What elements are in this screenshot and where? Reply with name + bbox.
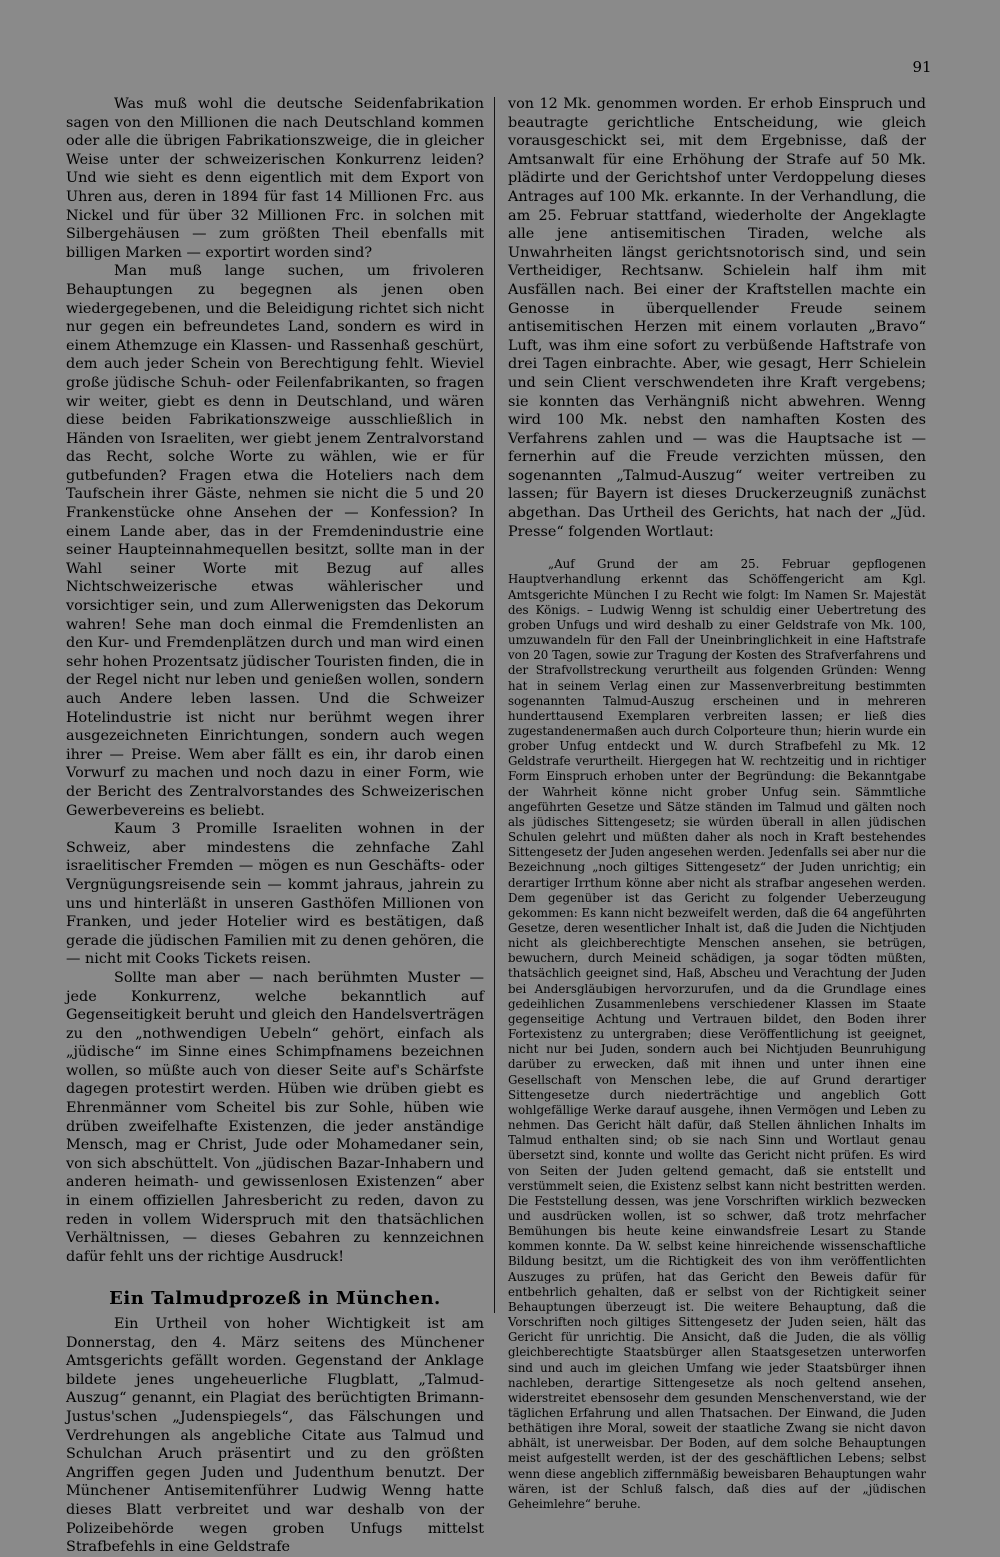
- right-column: [508, 95, 926, 1511]
- paragraph: Sollte man aber — nach berühmten Muster — jede Konkurrenz, welche bekanntlich auf Gegenseitigkeit beruht und gleich den Handelsverträgen zu den „nothwendigen Uebeln“ gehört, einfach als „jüdische“ im Sinne eines Schimpfnamens bezeichnen wollen, so müßte auch von dieser Seite auf's Schärfste dagegen protestirt werden. Hüben wie drüben giebt es Ehrenmänner vom Scheitel bis zur Sohle, hüben wie drüben zweifelhafte Existenzen, die jeder anständige Mensch, mag er Christ, Jude oder Mohamedaner sein, von sich abschüttelt. Von „jüdischen Bazar-Inhabern und anderen heimath- und gewissenlosen Existenzen“ aber in einem offiziellen Jahresbericht zu reden, davon zu reden in vollem Widerspruch mit den thatsächlichen Verhältnissen, — dieses Gebahren zu kennzeichnen dafür fehlt uns der richtige Ausdruck!: [66, 969, 484, 1265]
- article-heading: Ein Talmudprozeß in München.: [109, 1288, 441, 1310]
- left-column: [66, 95, 484, 1556]
- page-number: 91: [912, 58, 932, 76]
- column-divider: [494, 97, 495, 1313]
- paragraph: Kaum 3 Promille Israeliten wohnen in der Schweiz, aber mindestens die zehnfache Zahl israelitischer Fremden — mögen es nun Geschäfts- oder Vergnügungsreisende sein — kommt jahraus, jahrein zu uns und hinterläßt in unseren Gasthöfen Millionen von Franken, und jeder Hotelier wird es bestätigen, daß gerade die jüdischen Familien mit zu denen gehören, die — nicht mit Cooks Tickets reisen.: [66, 821, 484, 968]
- paragraph: Was muß wohl die deutsche Seidenfabrikation sagen von den Millionen die nach Deutschland kommen oder alle die übrigen Fabrikationszweige, die in gleicher Weise unter der schweizerischen Konkurrenz leiden? Und wie sieht es denn eigentlich mit dem Export von Uhren aus, deren in 1894 für fast 14 Millionen Frc. aus Nickel und für über 32 Millionen Frc. in solchen mit Silbergehäusen — zum größten Theil ebenfalls mit billigen Marken — exportirt worden sind?: [66, 96, 484, 261]
- paragraph: Ein Urtheil von hoher Wichtigkeit ist am Donnerstag, den 4. März seitens des Münchener Amtsgerichts gefällt worden. Gegenstand der Anklage bildete jenes ungeheuerliche Flugblatt, „Talmud-Auszug“ genannt, ein Plagiat des berüchtigten Brimann-Justus'schen „Judenspiegels“, das Fälschungen und Verdrehungen als angebliche Citate aus Talmud und Schulchan Aruch präsentirt und zu den größten Angriffen gegen Juden und Judenthum benutzt. Der Münchener Antisemitenführer Ludwig Wenng hatte dieses Blatt verbreitet und war deshalb von der Polizeibehörde wegen groben Unfugs mittelst Strafbefehls in eine Geldstrafe: [66, 1316, 484, 1556]
- court-verdict-quote: [508, 557, 926, 1512]
- paragraph: Man muß lange suchen, um frivoleren Behauptungen zu begegnen als jenen oben wiedergegebenen, und die Beleidigung richtet sich nicht nur gegen ein befreundetes Land, sondern es wird in einem Athemzuge ein Klassen- und Rassenhaß geschürt, dem auch jeder Schein von Berechtigung fehlt. Wieviel große jüdische Schuh- oder Feilenfabrikanten, so fragen wir weiter, giebt es denn in Deutschland, und wären diese beiden Fabrikationszweige ausschließlich in Händen von Israeliten, wer giebt jenem Zentralvorstand das Recht, solche Worte zu wählen, wie er für gutbefunden? Fragen etwa die Hoteliers nach dem Taufschein ihrer Gäste, nehmen sie nicht die 5 und 20 Frankenstücke ohne Ansehen der — Konfession? In einem Lande aber, das in der Fremdenindustrie eine seiner Haupteinnahmequellen besitzt, sollte man in der Wahl seiner Worte mit Bezug auf alles Nichtschweizerische etwas wählerischer und vorsichtiger sein, und zum Allerwenigsten das Dekorum wahren! Sehe man doch einmal die Fremdenlisten an den Kur- und Fremdenplätzen durch und man wird einen sehr hohen Prozentsatz jüdischer Touristen finden, die in der Regel nicht nur leben und genießen wollen, sondern auch Andere leben lassen. Und die Schweizer Hotelindustrie ist nicht nur berühmt wegen ihrer ausgezeichneten Einrichtungen, sondern auch wegen ihrer — Preise. Wem aber fällt es ein, ihr darob einen Vorwurf zu machen und noch dazu in einer Form, wie der Bericht des Zentralvorstandes des Schweizerischen Gewerbevereins es beliebt.: [66, 263, 484, 819]
- quote-text: „Auf Grund der am 25. Februar gepflogenen Hauptverhandlung erkennt das Schöffengericht am Kgl. Amtsgerichte München I zu Recht wie folgt: Im Namen Sr. Majestät des Königs. – Ludwig Wenng ist schuldig einer Uebertretung des groben Unfugs und wird deshalb zu einer Geldstrafe von Mk. 100, umzuwandeln für den Fall der Uneinbringlichkeit in eine Haftstrafe von 20 Tagen, sowie zur Tragung der Kosten des Strafverfahrens und der Strafvollstreckung verurtheilt aus folgenden Gründen: Wenng hat in seinem Verlag einen zur Massenverbreitung bestimmten sogenannten Talmud-Auszug erscheinen und in mehreren hunderttausend Exemplaren verbreiten lassen; er ließ dies zugestandenermaßen auch durch Colporteure thun; hierin wurde ein grober Unfug entdeckt und W. durch Strafbefehl zu Mk. 12 Geldstrafe verurtheilt. Hiergegen hat W. rechtzeitig und in richtiger Form Einspruch erhoben unter der Begründung: die Bekanntgabe der Wahrheit könne nicht grober Unfug sein. Sämmtliche angeführten Gesetze und Sätze ständen im Talmud und gälten noch als jüdisches Sittengesetz; sie würden überall in allen jüdischen Schulen gelehrt und müßten daher als noch in Kraft bestehendes Sittengesetz der Juden angesehen werden. Jedenfalls sei aber nur die Bezeichnung „noch giltiges Sittengesetz“ der Juden unrichtig; ein derartiger Irrthum könne aber nicht als strafbar angesehen werden. Dem gegenüber ist das Gericht zu folgender Ueberzeugung gekommen: Es kann nicht bezweifelt werden, daß die 64 angeführten Gesetze, deren wesentlicher Inhalt ist, daß die Juden die Nichtjuden nicht als gleichberechtigte Menschen ansehen, sie betrügen, bewuchern, durch Meineid schädigen, ja sogar tödten müßten, thatsächlich geeignet sind, Haß, Abscheu und Verachtung der Juden bei Andersgläubigen hervorzurufen, und da die Grundlage eines gedeihlichen Zusammenlebens verschiedener Klassen im Staate gegenseitige Achtung und Vertrauen bildet, den Boden ihrer Fortexistenz zu untergraben; diese Veröffentlichung ist geeignet, nicht nur bei Juden, sondern auch bei Nichtjuden Beunruhigung darüber zu erwecken, daß mit ihnen und unter ihnen eine Gesellschaft von Menschen lebe, die auf Grund derartiger Sittengesetze durch niederträchtige und angeblich Gott wohlgefällige Werke darauf ausgehe, ihnen Vermögen und Leben zu nehmen. Das Gericht hält dafür, daß Stellen ähnlichen Inhalts im Talmud enthalten sind; ob sie nach Sinn und Wortlaut genau übersetzt sind, konnte und wollte das Gericht nicht prüfen. Es wird von Seiten der Juden geltend gemacht, daß sie entstellt und verstümmelt seien, die Existenz selbst kann nicht bestritten werden. Die Feststellung dessen, was jene Vorschriften wirklich bezwecken und ausdrücken wollen, ist so schwer, daß trotz mehrfacher Bemühungen bis heute keine einwandsfreie Lesart zu Stande kommen konnte. Da W. selbst keine hinreichende wissenschaftliche Bildung besitzt, um die Richtigkeit des von ihm veröffentlichten Auszuges zu prüfen, hat das Gericht den Beweis dafür für entbehrlich gehalten, daß er selbst von der Richtigkeit seiner Behauptungen überzeugt ist. Die weitere Behauptung, daß die Vorschriften noch giltiges Sittengesetz der Juden seien, hält das Gericht für unrichtig. Die Ansicht, daß die Juden, die als völlig gleichberechtigte Staatsbürger allen Staatsgesetzen unterworfen sind und auch im gleichen Umfang wie jeder Staatsbürger ihnen nachleben, derartige Sittengesetze als noch geltend ansehen, widerstreitet ebensosehr dem gesunden Menschenverstand, wie der täglichen Erfahrung und allen Thatsachen. Der Einwand, die Juden bethätigen ihre Moral, soweit der staatliche Zwang sie nicht davon abhält, ist unerweisbar. Der Boden, auf dem solche Behauptungen meist aufgestellt werden, ist der des geschäftlichen Lebens; selbst wenn diese angeblich ziffernmäßig beweisbaren Behauptungen wahr wären, ist der Schluß falsch, daß dies auf der „jüdischen Geheimlehre“ beruhe.: [508, 557, 926, 1511]
- paragraph: von 12 Mk. genommen worden. Er erhob Einspruch und beautragte gerichtliche Entscheidung, wie gleich vorausgeschickt sei, mit dem Ergebnisse, daß der Amtsanwalt für eine Erhöhung der Strafe auf 50 Mk. plädirte und der Gerichtshof unter Verdoppelung dieses Antrages auf 100 Mk. erkannte. In der Verhandlung, die am 25. Februar stattfand, wiederholte der Angeklagte alle jene antisemitischen Tiraden, welche als Unwahrheiten längst gerichtsnotorisch sind, und sein Vertheidiger, Rechtsanw. Schielein half ihm mit Ausfällen nach. Bei einer der Kraftstellen machte ein Genosse in überquellender Freude seinem antisemitischen Herzen mit einem vorlauten „Bravo“ Luft, was ihm eine sofort zu verbüßende Haftstrafe von drei Tagen einbrachte. Aber, wie gesagt, Herr Schielein und sein Client verschwendeten ihre Kraft vergebens; sie konnten das Verhängniß nicht abwehren. Wenng wird 100 Mk. nebst den namhaften Kosten des Verfahrens zahlen und — was die Hauptsache ist — fernerhin auf die Freude verzichten müssen, den sogenannten „Talmud-Auszug“ weiter vertreiben zu lassen; für Bayern ist dieses Druckerzeugniß zunächst abgethan. Das Urtheil des Gerichts, hat nach der „Jüd. Presse“ folgenden Wortlaut:: [508, 96, 926, 540]
